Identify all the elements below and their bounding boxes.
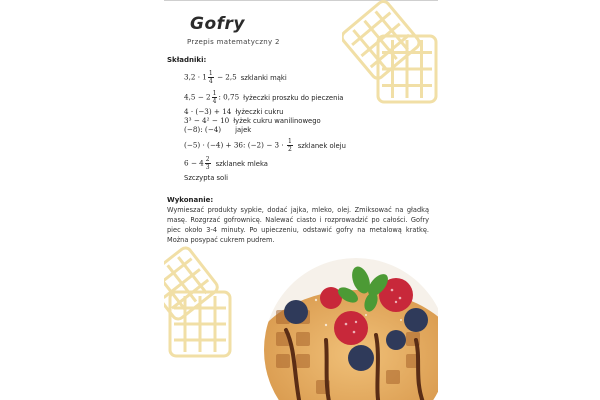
fraction: $\frac{1}{2}$ (287, 138, 292, 153)
recipe-subtitle: Przepis matematyczny 2 (187, 38, 280, 46)
waffle-outline-decoration-top (342, 0, 438, 110)
fraction: $\frac{2}{3}$ (205, 156, 210, 171)
waffle-photo (256, 240, 438, 400)
ingredient-line-2: 4,5 − 2 $\frac{1}{4}$ : 0,75 łyżeczki proszku do pieczenia (184, 90, 344, 105)
preparation-text: Wymieszać produkty sypkie, dodać jajka, mleko, olej. Zmiksować na gładką masę. Rozgrzać gofrownicę. Nalewać ciasto i rozprowadzić po całości. Gofry piec około 3-4 minuty. Po upieczeniu, odstawić gofry na metalową kratkę. Można posypać cukrem pudrem. (167, 206, 429, 244)
waffle-outline-decoration-bottom (164, 244, 244, 364)
ingredient-line-4: 3³ − 4² − 10 łyżek cukru wanilinowego (184, 116, 321, 125)
recipe-page (164, 0, 438, 400)
fraction: $\frac{1}{4}$ (208, 70, 213, 85)
fraction: $\frac{1}{4}$ (212, 90, 217, 105)
ingredient-line-1: 3,2 · 1 $\frac{1}{4}$ − 2,5 szklanki mąki (184, 70, 287, 85)
ingredient-line-5: (−8): (−4) jajek (184, 125, 252, 134)
ingredient-line-8: Szczypta soli (184, 174, 228, 182)
ingredient-line-7: 6 − 4 $\frac{2}{3}$ szklanek mleka (184, 156, 268, 171)
ingredient-line-6: (−5) · (−4) + 36: (−2) − 3 · $\frac{1}{2}$ szklanek oleju (184, 138, 346, 153)
ingredient-line-3: 4 · (−3) + 14 łyżeczki cukru (184, 107, 284, 116)
ingredients-heading: Składniki: (167, 56, 207, 64)
recipe-title: Gofry (190, 14, 245, 34)
preparation-heading: Wykonanie: (167, 196, 214, 204)
